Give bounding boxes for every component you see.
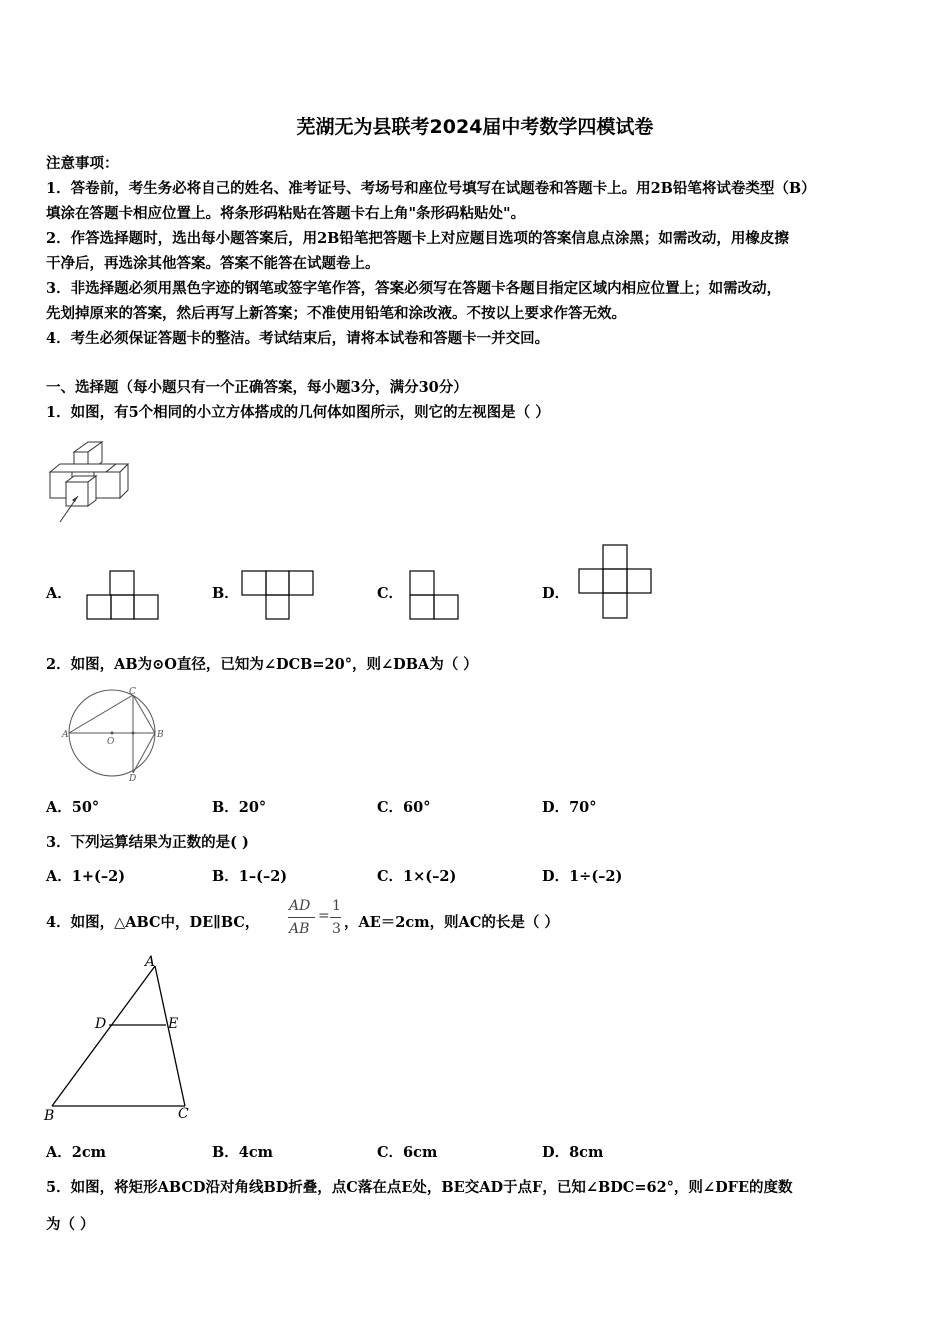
notice-line-2a: 2．作答选择题时，选出每小题答案后，用2B铅笔把答题卡上对应题目选项的答案信息点涂黑；如需改动，用橡皮擦: [46, 230, 789, 247]
q1-option-a-figure: [86, 570, 160, 620]
page-title: 芜湖无为县联考2024届中考数学四模试卷: [296, 116, 654, 138]
q4-option-c: C．6cm: [377, 1144, 438, 1161]
q3-option-b: B．1–(–2): [212, 868, 288, 885]
q4-option-a: A．2cm: [46, 1144, 107, 1161]
q2-label-o: O: [107, 737, 115, 747]
q1-option-c-figure: [409, 570, 461, 620]
q3-option-d: D．1÷(–2): [542, 868, 623, 885]
q4-fraction-denominator: AB: [289, 921, 310, 937]
notice-line-4: 4．考生必须保证答题卡的整洁。考试结束后，请将本试卷和答题卡一并交回。: [46, 330, 550, 347]
q2-label-d: D: [129, 774, 137, 784]
q1-cube-figure: [44, 436, 139, 528]
q2-label-a: A: [62, 730, 69, 740]
q2-option-c: C．60°: [377, 799, 431, 816]
question-4-prefix: 4．如图，△ABC中，DE∥BC，: [46, 914, 260, 931]
q4-value-denominator: 3: [332, 921, 341, 937]
notice-heading: 注意事项：: [46, 155, 119, 172]
question-5-line-2: 为（ ）: [46, 1216, 95, 1233]
q4-triangle-figure: [44, 952, 199, 1124]
notice-line-2b: 干净后，再选涂其他答案。答案不能答在试题卷上。: [46, 255, 380, 272]
q4-fraction-numerator: AD: [289, 898, 311, 914]
question-4-suffix: ，AE＝2cm，则AC的长是（ ）: [344, 914, 559, 931]
q2-label-b: B: [157, 730, 164, 740]
q2-option-a: A．50°: [46, 799, 100, 816]
q4-value-bar: [330, 917, 341, 918]
q4-option-d: D．8cm: [542, 1144, 604, 1161]
q1-option-d-label: D．: [542, 585, 570, 602]
q4-option-b: B．4cm: [212, 1144, 274, 1161]
q4-label-e: E: [168, 1016, 179, 1032]
q3-option-c: C．1×(–2): [377, 868, 457, 885]
q4-label-d: D: [95, 1016, 107, 1032]
question-2-text: 2．如图，AB为⊙O直径，已知为∠DCB=20°，则∠DBA为（ ）: [46, 656, 478, 673]
q4-value-numerator: 1: [332, 898, 341, 914]
q4-fraction-bar: [288, 917, 315, 918]
question-3-text: 3．下列运算结果为正数的是( ): [46, 834, 249, 851]
q1-option-b-figure: [241, 570, 315, 620]
section-heading: 一、选择题（每小题只有一个正确答案，每小题3分，满分30分）: [46, 379, 468, 396]
q4-label-c: C: [178, 1106, 189, 1122]
question-1-text: 1．如图，有5个相同的小立方体搭成的几何体如图所示，则它的左视图是（ ）: [46, 404, 550, 421]
q4-label-a: A: [145, 954, 156, 970]
q1-option-b-label: B．: [212, 585, 239, 602]
q4-label-b: B: [44, 1108, 55, 1124]
q4-equals-sign: =: [318, 908, 330, 924]
notice-line-3a: 3．非选择题必须用黑色字迹的钢笔或签字笔作答，答案必须写在答题卡各题目指定区域内相应位置上；如需改动，: [46, 280, 782, 297]
notice-line-1a: 1．答卷前，考生务必将自己的姓名、准考证号、考场号和座位号填写在试题卷和答题卡上。用2B铅笔将试卷类型（B）: [46, 180, 816, 197]
notice-line-3b: 先划掉原来的答案，然后再写上新答案；不准使用铅笔和涂改液。不按以上要求作答无效。: [46, 305, 626, 322]
notice-line-1b: 填涂在答题卡相应位置上。将条形码粘贴在答题卡右上角"条形码粘贴处"。: [46, 205, 526, 222]
q1-option-a-label: A．: [46, 585, 72, 602]
q2-circle-figure: [62, 687, 164, 784]
q1-option-c-label: C．: [377, 585, 404, 602]
question-5-line-1: 5．如图，将矩形ABCD沿对角线BD折叠，点C落在点E处，BE交AD于点F，已知∠BDC=62°，则∠DFE的度数: [46, 1179, 793, 1196]
q2-option-b: B．20°: [212, 799, 267, 816]
q2-label-c: C: [129, 687, 136, 697]
q3-option-a: A．1+(–2): [46, 868, 126, 885]
q2-option-d: D．70°: [542, 799, 597, 816]
q1-option-d-figure: [578, 544, 652, 620]
